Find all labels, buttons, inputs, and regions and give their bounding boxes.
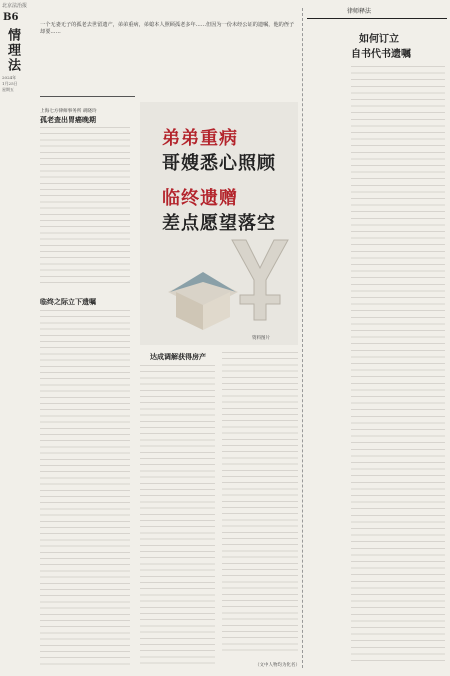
section-name: 情理法 — [5, 28, 20, 73]
banner-line3: 临终遗赠 — [162, 188, 238, 209]
section-code: B6 — [3, 12, 19, 23]
byline: 上海七方律师事务所 胡晓玲 — [40, 109, 97, 114]
masthead — [0, 0, 28, 130]
sidebar-tag-bar — [307, 4, 447, 19]
banner-line2: 哥嫂悉心照顾 — [162, 153, 276, 174]
sidebar-tag: 律师释法 — [347, 8, 372, 15]
byline-bar — [40, 96, 135, 114]
top-quote: 一个无妻无子的孤老去世留遗产，弟弟重病，弟媳本人照顾孤老多年……但因为一份未经公证的遗嘱，他的侄子却要…… — [40, 22, 295, 35]
banner-artist: 资料图片 — [252, 336, 270, 341]
sidebar — [307, 4, 447, 672]
sidebar-title-line1: 如何订立 — [359, 34, 399, 45]
section-title-1: 孤老查出胃癌晚期 — [40, 115, 96, 124]
section-2-body — [40, 310, 130, 665]
banner-line4: 差点愿望落空 — [162, 213, 276, 234]
column-divider — [302, 8, 303, 668]
paper-name: 北京法治报 — [2, 3, 28, 9]
section-title-2: 临终之际立下遗嘱 — [40, 297, 96, 306]
day: 星期五 — [2, 87, 14, 92]
section-1-body — [40, 127, 130, 287]
sidebar-title-line2: 自书代书遗嘱 — [351, 49, 411, 60]
section-title-3: 达成调解获得房产 — [150, 352, 206, 361]
sidebar-body — [351, 66, 445, 666]
banner-line1: 弟弟重病 — [162, 128, 238, 149]
date-line2: 1月25日 — [2, 81, 18, 86]
section-3-body-right — [222, 352, 298, 652]
footer-note: （文中人物均为化名） — [255, 663, 300, 668]
banner — [140, 102, 298, 345]
section-3-body-left — [140, 365, 215, 665]
date-line1: 2024年 — [2, 75, 17, 80]
